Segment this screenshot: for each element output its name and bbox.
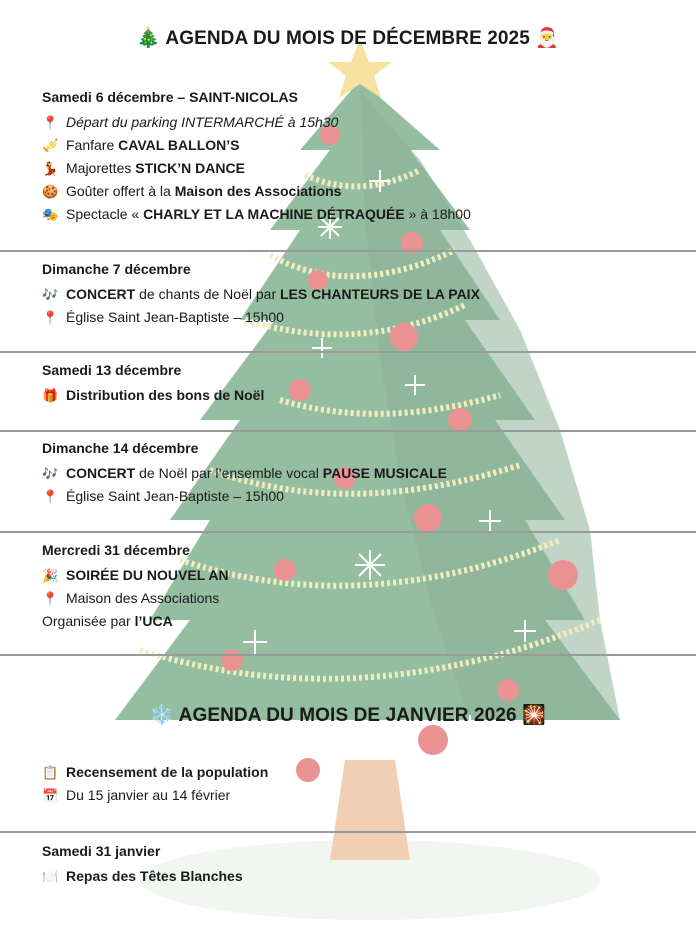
january-title-text: AGENDA DU MOIS DE JANVIER 2026 bbox=[178, 705, 517, 726]
january-title bbox=[0, 703, 696, 727]
event-concert-7 bbox=[42, 260, 696, 329]
event-date: Dimanche 14 décembre bbox=[42, 440, 199, 456]
clipboard-icon: 📋 bbox=[42, 765, 59, 780]
calendar-icon: 📅 bbox=[42, 788, 59, 803]
party-popper-icon: 🎉 bbox=[42, 568, 59, 583]
event-line-concert bbox=[42, 283, 696, 306]
divider bbox=[0, 531, 696, 533]
event-recensement bbox=[42, 761, 696, 807]
event-date: Dimanche 7 décembre bbox=[42, 261, 191, 277]
event-line-bold: CAVAL BALLON’S bbox=[118, 137, 240, 153]
event-line-text: Du 15 janvier au 14 février bbox=[66, 787, 231, 803]
gift-icon: 🎁 bbox=[42, 388, 59, 403]
event-line-spectacle bbox=[42, 203, 696, 226]
event-line-distribution bbox=[42, 384, 696, 407]
event-line-depart bbox=[42, 111, 696, 134]
event-line-text: Goûter offert à la bbox=[66, 183, 175, 199]
event-line-lieu bbox=[42, 587, 696, 610]
divider bbox=[0, 654, 696, 656]
divider bbox=[0, 430, 696, 432]
pin-icon: 📍 bbox=[42, 115, 59, 130]
event-date: Samedi 13 décembre bbox=[42, 362, 182, 378]
event-saint-nicolas bbox=[42, 88, 696, 226]
snowflake-icon: ❄️ bbox=[150, 705, 174, 726]
event-line-text: » à 18h00 bbox=[404, 206, 471, 222]
event-date: Samedi 31 janvier bbox=[42, 843, 161, 859]
event-line-text: de chants de Noël par bbox=[135, 286, 280, 302]
event-line-bold: Distribution des bons de Noël bbox=[66, 387, 265, 403]
event-date: Samedi 6 décembre – SAINT-NICOLAS bbox=[42, 89, 298, 105]
event-line-fanfare bbox=[42, 134, 696, 157]
event-line-text: Majorettes bbox=[66, 160, 136, 176]
event-bons-noel bbox=[42, 361, 696, 407]
event-line-bold: SOIRÉE DU NOUVEL AN bbox=[66, 567, 229, 583]
event-line-bold: Recensement de la population bbox=[66, 764, 269, 780]
event-line-concert bbox=[42, 462, 696, 485]
pin-icon: 📍 bbox=[42, 310, 59, 325]
santa-icon: 🎅 bbox=[535, 28, 560, 49]
event-line-text: Spectacle « bbox=[66, 206, 144, 222]
event-line-lieu bbox=[42, 485, 696, 508]
event-line-bold: CHARLY ET LA MACHINE DÉTRAQUÉE bbox=[143, 206, 405, 222]
event-line-bold: PAUSE MUSICALE bbox=[322, 465, 447, 481]
event-line-text: Organisée par bbox=[42, 613, 135, 629]
event-line-dates bbox=[42, 784, 696, 807]
cookie-icon: 🍪 bbox=[42, 184, 59, 199]
christmas-tree-icon: 🎄 bbox=[136, 28, 161, 49]
plate-icon: 🍽️ bbox=[42, 869, 59, 884]
event-organizer bbox=[42, 610, 696, 633]
event-line-bold: LES CHANTEURS DE LA PAIX bbox=[280, 286, 480, 302]
event-line-lieu bbox=[42, 306, 696, 329]
event-concert-14 bbox=[42, 439, 696, 508]
event-line-text: Église Saint Jean-Baptiste – 15h00 bbox=[66, 488, 284, 504]
music-notes-icon: 🎶 bbox=[42, 466, 59, 481]
event-repas bbox=[42, 842, 696, 888]
event-line-majorettes bbox=[42, 157, 696, 180]
event-line-text: Maison des Associations bbox=[66, 590, 220, 606]
fireworks-icon: 🎇 bbox=[522, 705, 546, 726]
december-title-text: AGENDA DU MOIS DE DÉCEMBRE 2025 bbox=[165, 28, 530, 49]
december-title bbox=[0, 26, 696, 50]
event-line-text: Départ du parking INTERMARCHÉ à 15h30 bbox=[66, 114, 339, 130]
music-notes-icon: 🎶 bbox=[42, 287, 59, 302]
event-line-recensement bbox=[42, 761, 696, 784]
event-line-repas bbox=[42, 865, 696, 888]
event-line-soiree bbox=[42, 564, 696, 587]
event-nouvel-an bbox=[42, 541, 696, 633]
event-line-gouter bbox=[42, 180, 696, 203]
pin-icon: 📍 bbox=[42, 591, 59, 606]
event-date: Mercredi 31 décembre bbox=[42, 542, 190, 558]
theater-masks-icon: 🎭 bbox=[42, 207, 59, 222]
event-line-bold: CONCERT bbox=[66, 286, 136, 302]
event-line-bold: CONCERT bbox=[66, 465, 136, 481]
trumpet-icon: 🎺 bbox=[42, 138, 59, 153]
event-line-text: Fanfare bbox=[66, 137, 119, 153]
event-line-text: Église Saint Jean-Baptiste – 15h00 bbox=[66, 309, 284, 325]
dancer-icon: 💃 bbox=[42, 161, 59, 176]
pin-icon: 📍 bbox=[42, 489, 59, 504]
divider bbox=[0, 250, 696, 252]
event-line-text: de Noël par l’ensemble vocal bbox=[135, 465, 323, 481]
event-line-bold: l’UCA bbox=[134, 613, 173, 629]
divider bbox=[0, 831, 696, 833]
event-line-bold: Maison des Associations bbox=[174, 183, 342, 199]
event-line-bold: Repas des Têtes Blanches bbox=[66, 868, 243, 884]
event-line-bold: STICK’N DANCE bbox=[135, 160, 245, 176]
divider bbox=[0, 351, 696, 353]
